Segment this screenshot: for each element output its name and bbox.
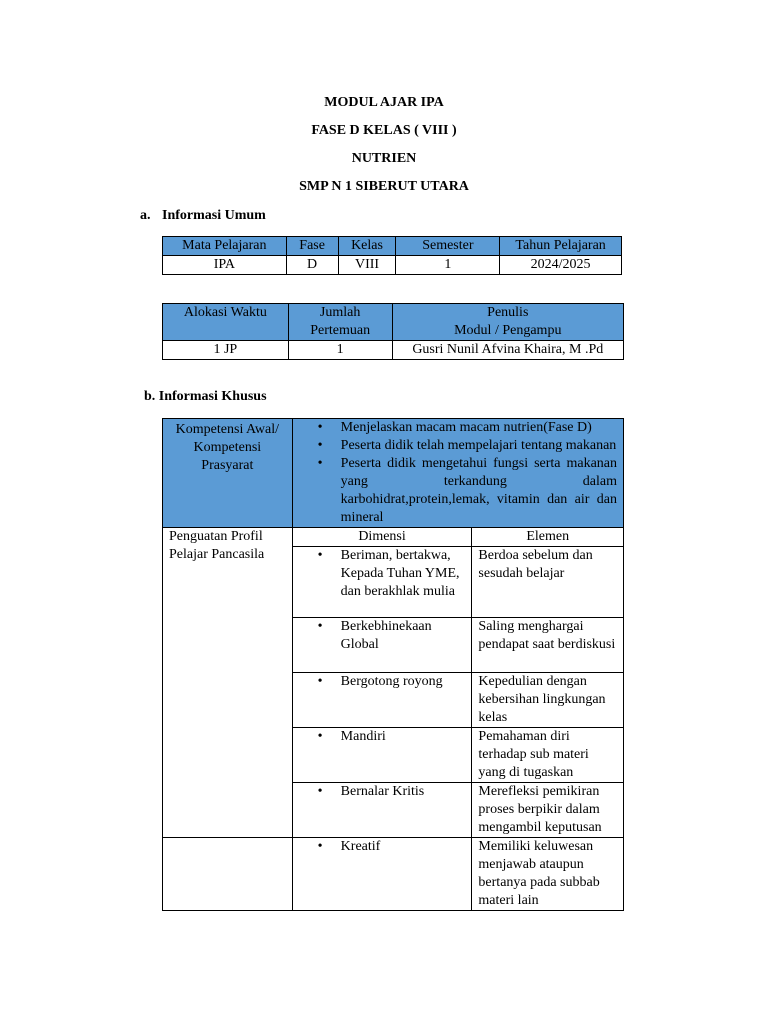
header-alokasi-waktu: Alokasi Waktu: [163, 304, 289, 341]
header-tahun-pelajaran: Tahun Pelajaran: [500, 237, 622, 256]
general-info-data-row: [163, 256, 622, 275]
elemen-cell: Saling menghargai pendapat saat berdiskusi: [472, 618, 624, 673]
value-penulis: Gusri Nunil Afvina Khaira, M .Pd: [392, 341, 623, 360]
elemen-cell: Berdoa sebelum dan sesudah belajar: [472, 547, 624, 618]
elemen-cell: Pemahaman diri terhadap sub materi yang di tugaskan: [472, 728, 624, 783]
value-jumlah-pertemuan: 1: [288, 341, 392, 360]
dimensi-text: • Kreatif: [293, 838, 472, 856]
elemen-cell: Memiliki keluwesan menjawab ataupun bertanya pada subbab materi lain: [472, 838, 624, 911]
topic-title: NUTRIEN: [351, 151, 417, 166]
allocation-header-row: [163, 304, 624, 341]
allocation-data-row: [163, 341, 624, 360]
value-fase: D: [286, 256, 338, 275]
header-penulis-line1: Penulis: [487, 305, 529, 320]
section-b-heading: b. Informasi Khusus: [144, 389, 267, 404]
dimensi-text: • Bernalar Kritis: [293, 783, 472, 801]
allocation-table: [162, 303, 624, 360]
header-penulis-line2: Modul / Pengampu: [454, 323, 562, 338]
value-tahun-pelajaran: 2024/2025: [500, 256, 622, 275]
specific-info-table: [162, 418, 624, 911]
profil-label: Penguatan Profil Pelajar Pancasila: [163, 528, 293, 838]
value-kelas: VIII: [338, 256, 396, 275]
elemen-cell: Kepedulian dengan kebersihan lingkungan kelas: [472, 673, 624, 728]
kompetensi-item: • Peserta didik telah mempelajari tentang makanan: [293, 437, 617, 455]
general-info-table: [162, 236, 622, 275]
dimensi-text: • Bergotong royong: [293, 673, 472, 691]
kompetensi-item: • Peserta didik mengetahui fungsi serta makanan yang terkandung dalam karbohidrat,protein,lemak, vitamin dan air dan mineral: [293, 455, 617, 527]
dimensi-text: • Beriman, bertakwa, Kepada Tuhan YME, dan berakhlak mulia: [293, 547, 472, 601]
kompetensi-row: [163, 419, 624, 528]
header-fase: Fase: [286, 237, 338, 256]
header-jumlah-pertemuan: Jumlah Pertemuan: [288, 304, 392, 341]
dimensi-text: • Mandiri: [293, 728, 472, 746]
dimensi-cell: [292, 618, 472, 673]
value-mata-pelajaran: IPA: [163, 256, 287, 275]
header-mata-pelajaran: Mata Pelajaran: [163, 237, 287, 256]
value-alokasi-waktu: 1 JP: [163, 341, 289, 360]
section-a-title: Informasi Umum: [162, 208, 266, 223]
profil-row: [163, 838, 624, 911]
general-info-header-row: [163, 237, 622, 256]
value-semester: 1: [396, 256, 500, 275]
header-kelas: Kelas: [338, 237, 396, 256]
profil-header-row: [163, 528, 624, 547]
module-title: MODUL AJAR IPA: [324, 95, 444, 110]
empty-cell: [163, 838, 293, 911]
school-title: SMP N 1 SIBERUT UTARA: [299, 179, 469, 194]
kompetensi-label: Kompetensi Awal/ Kompetensi Prasyarat: [163, 419, 293, 528]
kompetensi-item: • Menjelaskan macam macam nutrien(Fase D): [293, 419, 617, 437]
dimensi-cell: [292, 783, 472, 838]
dimensi-cell: [292, 673, 472, 728]
section-a-letter: a.: [140, 208, 151, 223]
col-dimensi-header: Dimensi: [292, 528, 472, 547]
dimensi-text: • Berkebhinekaan Global: [293, 618, 472, 654]
section-a-heading: [140, 207, 266, 225]
kompetensi-list: [293, 419, 617, 527]
dimensi-cell: [292, 838, 472, 911]
dimensi-cell: [292, 547, 472, 618]
kompetensi-content: [292, 419, 623, 528]
phase-class-title: FASE D KELAS ( VIII ): [311, 123, 457, 138]
header-semester: Semester: [396, 237, 500, 256]
elemen-cell: Merefleksi pemikiran proses berpikir dalam mengambil keputusan: [472, 783, 624, 838]
header-penulis: [392, 304, 623, 341]
dimensi-cell: [292, 728, 472, 783]
col-elemen-header: Elemen: [472, 528, 624, 547]
